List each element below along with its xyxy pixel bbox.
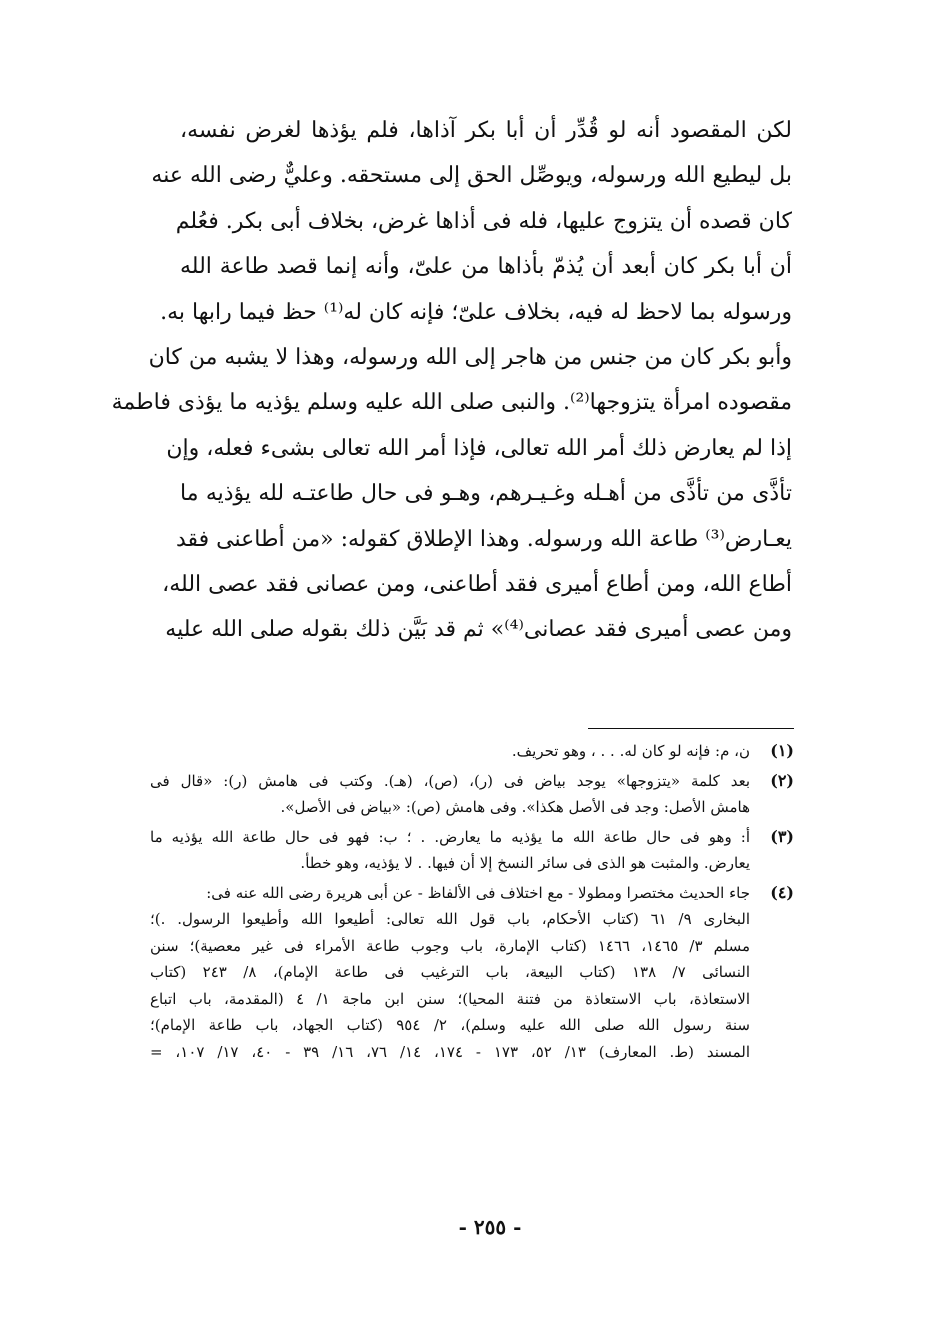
footnote-line: النسائى ٧/ ١٣٨ (كتاب البيعة، باب الترغيب فى طاعة الإمام)، ٨/ ٢٤٣ (كتاب xyxy=(150,963,751,981)
footnote-2 xyxy=(150,768,794,821)
footnote-line: المسند (ط. المعارف) ١٣/ ٥٢، ١٧٣ - ١٧٤، ١٤/ ٧٦، ١٦/ ٣٩ - ٤٠، ١٧/ ١٠٧، = xyxy=(150,1042,751,1061)
footnote-line: يعارض. والمثبت هو الذى فى سائر النسخ إلا أن فيها. . لا يؤذيه، وهو خطأ. xyxy=(300,854,750,872)
footnote-line: ن، م: فإنه لو كان له. . . ، وهو تحريف. xyxy=(511,742,750,760)
main-text-line: بل ليطيع الله ورسوله، ويوصِّل الحق إلى مستحقه. وعليٌّ رضى الله عنه xyxy=(151,163,792,189)
main-text-line: أطاع الله، ومن أطاع أميرى فقد أطاعنى، ومن عصانى فقد عصى الله، xyxy=(162,571,792,597)
footnote-line: هامش الأصل: وجد فى الأصل هكذا». وفى هامش (ص): «بياض فى الأصل». xyxy=(280,798,750,816)
main-text xyxy=(111,108,792,653)
footnote-number: (١) xyxy=(770,741,794,760)
footnote-text xyxy=(150,738,750,765)
main-text-line: إذا لم يعارض ذلك أمر الله تعالى، فإذا أمر الله تعالى بشىء فعله، وإن xyxy=(166,435,792,461)
footnote-number: (٢) xyxy=(770,770,794,790)
main-text-line: لكن المقصود أنه لو قُدِّر أن أبا بكر آذاها، فلم يؤذها لغرض نفسه، xyxy=(180,118,792,143)
footnote-text xyxy=(150,768,750,821)
footnote-line: مسلم ٣/ ١٤٦٥، ١٤٦٦ (كتاب الإمارة، باب وجوب طاعة الأمراء فى غير معصية)؛ سنن xyxy=(150,936,751,955)
main-text-line: مقصوده امرأة يتزوجها⁽²⁾. والنبى صلى الله عليه وسلم يؤذيه ما يؤذى فاطمة xyxy=(111,390,792,416)
footnote-line: البخارى ٩/ ٦١ (كتاب الأحكام، باب قول الله تعالى: أطيعوا الله وأطيعوا الرسول. .)؛ xyxy=(150,910,750,928)
main-text-line: ومن عصى أميرى فقد عصانى⁽⁴⁾» ثم قد بَيَّن ذلك بقوله صلى الله عليه xyxy=(165,617,792,643)
page-number: - ٢٥٥ - xyxy=(458,1215,522,1239)
main-text-line: يعـارض⁽³⁾ طاعة الله ورسوله. وهذا الإطلاق كقوله: «من أطاعنى فقد xyxy=(176,526,792,552)
footnote-line: بعد كلمة «يتزوجها» يوجد بياض فى (ر)، (ص)، (هـ). وكتب فى هامش (ر): «قال فى xyxy=(150,771,750,790)
footnote-line: سنة رسول الله صلى الله عليه وسلم)، ٢/ ٩٥٤ (كتاب الجهاد، باب طاعة الإمام)؛ xyxy=(150,1016,750,1034)
footnote-line: الاستعاذة، باب الاستعاذة من فتنة المحيا)؛ سنن ابن ماجة ١/ ٤ (المقدمة، باب اتباع xyxy=(150,989,750,1008)
main-text-line: كان قصده أن يتزوج عليها، فله فى أذاها غرض، بخلاف أبى بكر. فعُلم xyxy=(175,208,792,234)
main-text-line: ورسوله بما لاحظ له فيه، بخلاف علىّ؛ فإنه كان له⁽¹⁾ حظ فيما رابها به. xyxy=(160,299,792,325)
footnote-number: (٤) xyxy=(770,882,794,902)
footnote-text xyxy=(150,880,750,1066)
main-text-line: تأذَّى من تأذَّى من أهـله وغـيـرهم، وهـو فى حال طاعتـه لله يؤذيه ما xyxy=(180,481,792,507)
footnote-line: جاء الحديث مختصرا ومطولا - مع اختلاف فى الألفاظ - عن أبى هريرة رضى الله عنه فى: xyxy=(206,883,750,902)
footnote-1 xyxy=(150,738,794,765)
footnote-line: أ: وهو فى حال طاعة الله ما يؤذيه ما يعارض. . ؛ ب: فهو فى حال طاعة الله يؤذيه ما xyxy=(150,827,750,846)
footnote-text xyxy=(150,824,750,877)
main-text-line: أن أبا بكر كان أبعد أن يُذمّ بأذاها من علىّ، وأنه إنما قصد طاعة الله xyxy=(180,254,792,280)
footnote-3 xyxy=(150,824,794,877)
footnote-4 xyxy=(150,880,794,1066)
footnotes xyxy=(150,738,794,1068)
footnote-separator xyxy=(588,728,794,729)
footnote-number: (٣) xyxy=(770,826,794,846)
main-text-line: وأبو بكر كان من جنس من هاجر إلى الله ورسوله، وهذا لا يشبه من كان xyxy=(148,344,792,370)
